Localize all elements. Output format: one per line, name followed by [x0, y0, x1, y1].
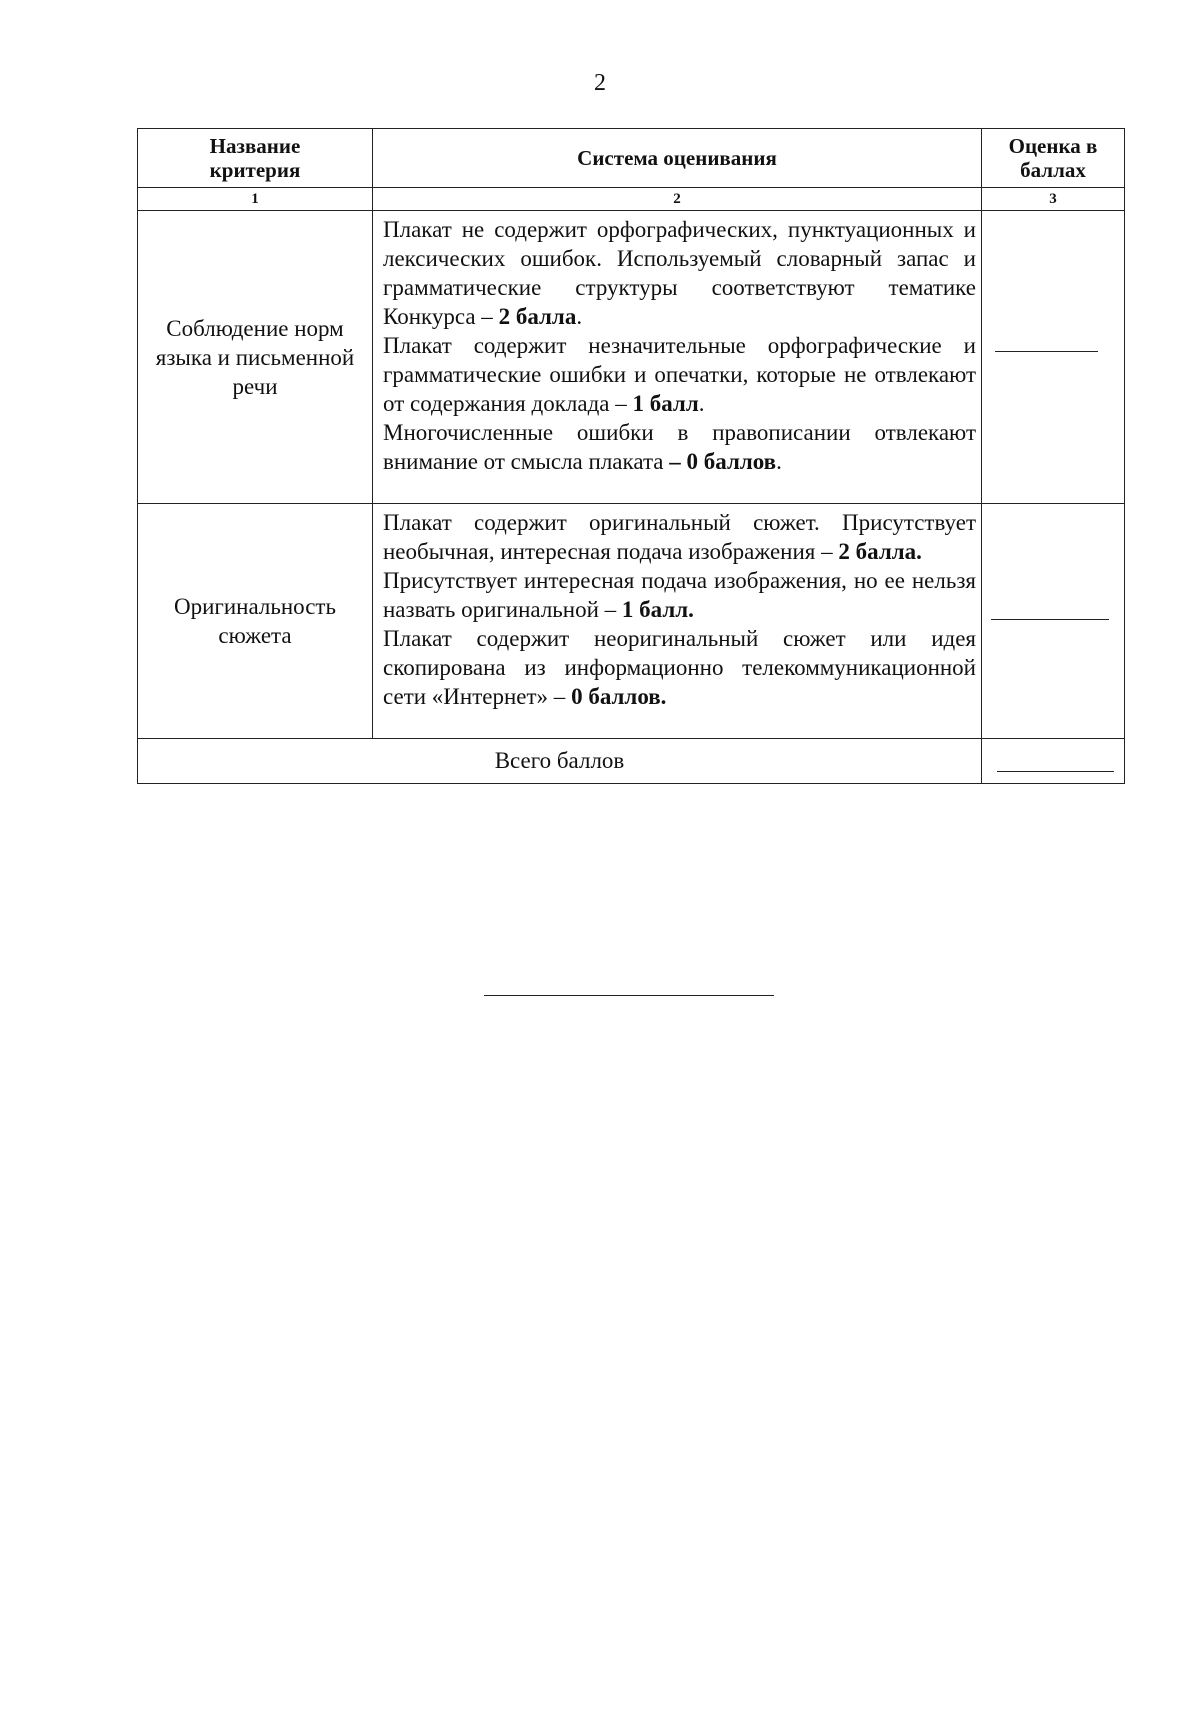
- evaluation-paragraph: [383, 331, 976, 418]
- page-number: 2: [594, 70, 606, 96]
- column-number: 3: [982, 188, 1125, 211]
- paragraph-text: Плакат содержит оригинальный сюжет. Присутствует необычная, интересная подача изображения –: [383, 510, 976, 564]
- evaluation-description: [373, 211, 982, 504]
- table-header-row: [138, 129, 1125, 188]
- paragraph-text: Присутствует интересная подача изображения, но ее нельзя назвать оригинальной –: [383, 568, 976, 622]
- column-number: 1: [138, 188, 373, 211]
- header-evaluation-system: Система оценивания: [373, 129, 982, 188]
- paragraph-tail: .: [576, 304, 583, 329]
- paragraph-text: Плакат не содержит орфографических, пунктуационных и лексических ошибок. Используемый словарный запас и грамматические структуры соответствуют тематике Конкурса –: [383, 217, 976, 329]
- table-row: [138, 211, 1125, 504]
- evaluation-paragraph: [383, 624, 976, 711]
- points-text: 1 балл.: [621, 597, 694, 622]
- evaluation-paragraph: [383, 215, 976, 331]
- criteria-table: [137, 128, 1125, 784]
- paragraph-text: Плакат содержит неоригинальный сюжет или идея скопирована из информационно телекоммуникационной сети «Интернет» –: [383, 626, 976, 709]
- points-text: 2 балла.: [838, 539, 922, 564]
- header-criterion-name: Название критерия: [138, 129, 373, 188]
- header-score: Оценка в баллах: [982, 129, 1125, 188]
- points-text: 0 баллов.: [571, 684, 667, 709]
- paragraph-text: Плакат содержит незначительные орфографические и грамматические ошибки и опечатки, которые не отвлекают от содержания доклада –: [383, 333, 976, 416]
- evaluation-paragraph: [383, 418, 976, 476]
- score-cell[interactable]: [982, 211, 1125, 504]
- criterion-name: Оригинальность сюжета: [138, 504, 373, 739]
- paragraph-tail: .: [776, 449, 782, 474]
- column-number: 2: [373, 188, 982, 211]
- total-row: [138, 739, 1125, 784]
- score-cell[interactable]: [982, 504, 1125, 739]
- score-blank-line: [991, 619, 1109, 620]
- score-blank-line: [997, 771, 1114, 772]
- evaluation-paragraph: [383, 566, 976, 624]
- evaluation-paragraph: [383, 508, 976, 566]
- paragraph-text: Многочисленные ошибки в правописании отвлекают внимание от смысла плаката: [383, 420, 976, 474]
- total-label: Всего баллов: [138, 739, 982, 784]
- score-blank-line: [995, 351, 1098, 352]
- total-score-cell[interactable]: [982, 739, 1125, 784]
- points-text: – 0 баллов: [669, 449, 777, 474]
- points-text: 2 балла: [498, 304, 577, 329]
- points-text: 1 балл: [632, 391, 699, 416]
- paragraph-tail: .: [698, 391, 705, 416]
- column-number-row: [138, 188, 1125, 211]
- table-row: [138, 504, 1125, 739]
- evaluation-description: [373, 504, 982, 739]
- document-end-line: [484, 995, 774, 996]
- criterion-name: Соблюдение норм языка и письменной речи: [138, 211, 373, 504]
